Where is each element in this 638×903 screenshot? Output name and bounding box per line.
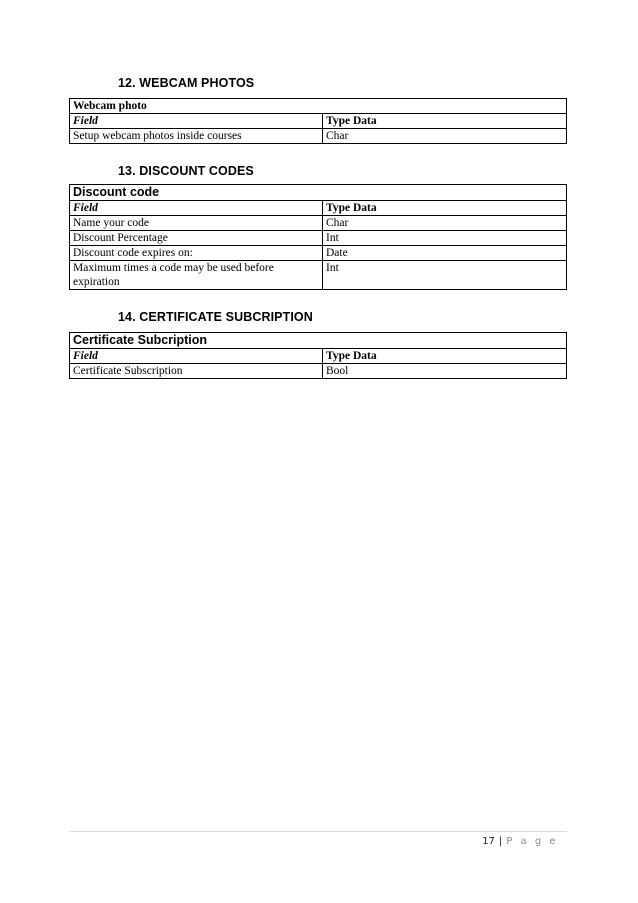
section-heading-discount-codes: 13. DISCOUNT CODES [118, 164, 254, 178]
column-header-type-data: Type Data [323, 349, 567, 364]
webcam-photo-table [69, 98, 567, 144]
page-number: 17 [482, 836, 495, 847]
column-header-type-data: Type Data [323, 114, 567, 129]
table-row [70, 129, 567, 144]
page-label: P a g e [506, 836, 558, 847]
table-title: Certificate Subcription [70, 333, 567, 349]
footer-divider [69, 831, 567, 832]
cell-field: Certificate Subscription [70, 364, 323, 379]
cell-type: Char [323, 216, 567, 231]
table-title: Discount code [70, 185, 567, 201]
table-row [70, 216, 567, 231]
column-header-field: Field [70, 349, 323, 364]
section-heading-certificate-subcription: 14. CERTIFICATE SUBCRIPTION [118, 310, 313, 324]
table-row [70, 231, 567, 246]
table-title: Webcam photo [70, 99, 567, 114]
column-header-field: Field [70, 114, 323, 129]
section-heading-webcam-photos: 12. WEBCAM PHOTOS [118, 76, 255, 90]
cell-field: Discount Percentage [70, 231, 323, 246]
column-header-field: Field [70, 201, 323, 216]
cell-type: Int [323, 261, 567, 290]
cell-type: Char [323, 129, 567, 144]
table-row [70, 364, 567, 379]
cell-field: Maximum times a code may be used before expiration [70, 261, 323, 290]
table-title-row [70, 185, 567, 201]
cell-type: Int [323, 231, 567, 246]
certificate-subcription-table [69, 332, 567, 379]
cell-field: Name your code [70, 216, 323, 231]
table-header-row [70, 349, 567, 364]
table-row [70, 246, 567, 261]
cell-type: Bool [323, 364, 567, 379]
table-title-row [70, 99, 567, 114]
cell-type: Date [323, 246, 567, 261]
cell-field: Setup webcam photos inside courses [70, 129, 323, 144]
footer-separator: | [498, 836, 503, 847]
page-footer [482, 836, 558, 847]
table-header-row [70, 114, 567, 129]
table-row [70, 261, 567, 290]
discount-code-table [69, 184, 567, 290]
table-header-row [70, 201, 567, 216]
cell-field: Discount code expires on: [70, 246, 323, 261]
table-title-row [70, 333, 567, 349]
column-header-type-data: Type Data [323, 201, 567, 216]
